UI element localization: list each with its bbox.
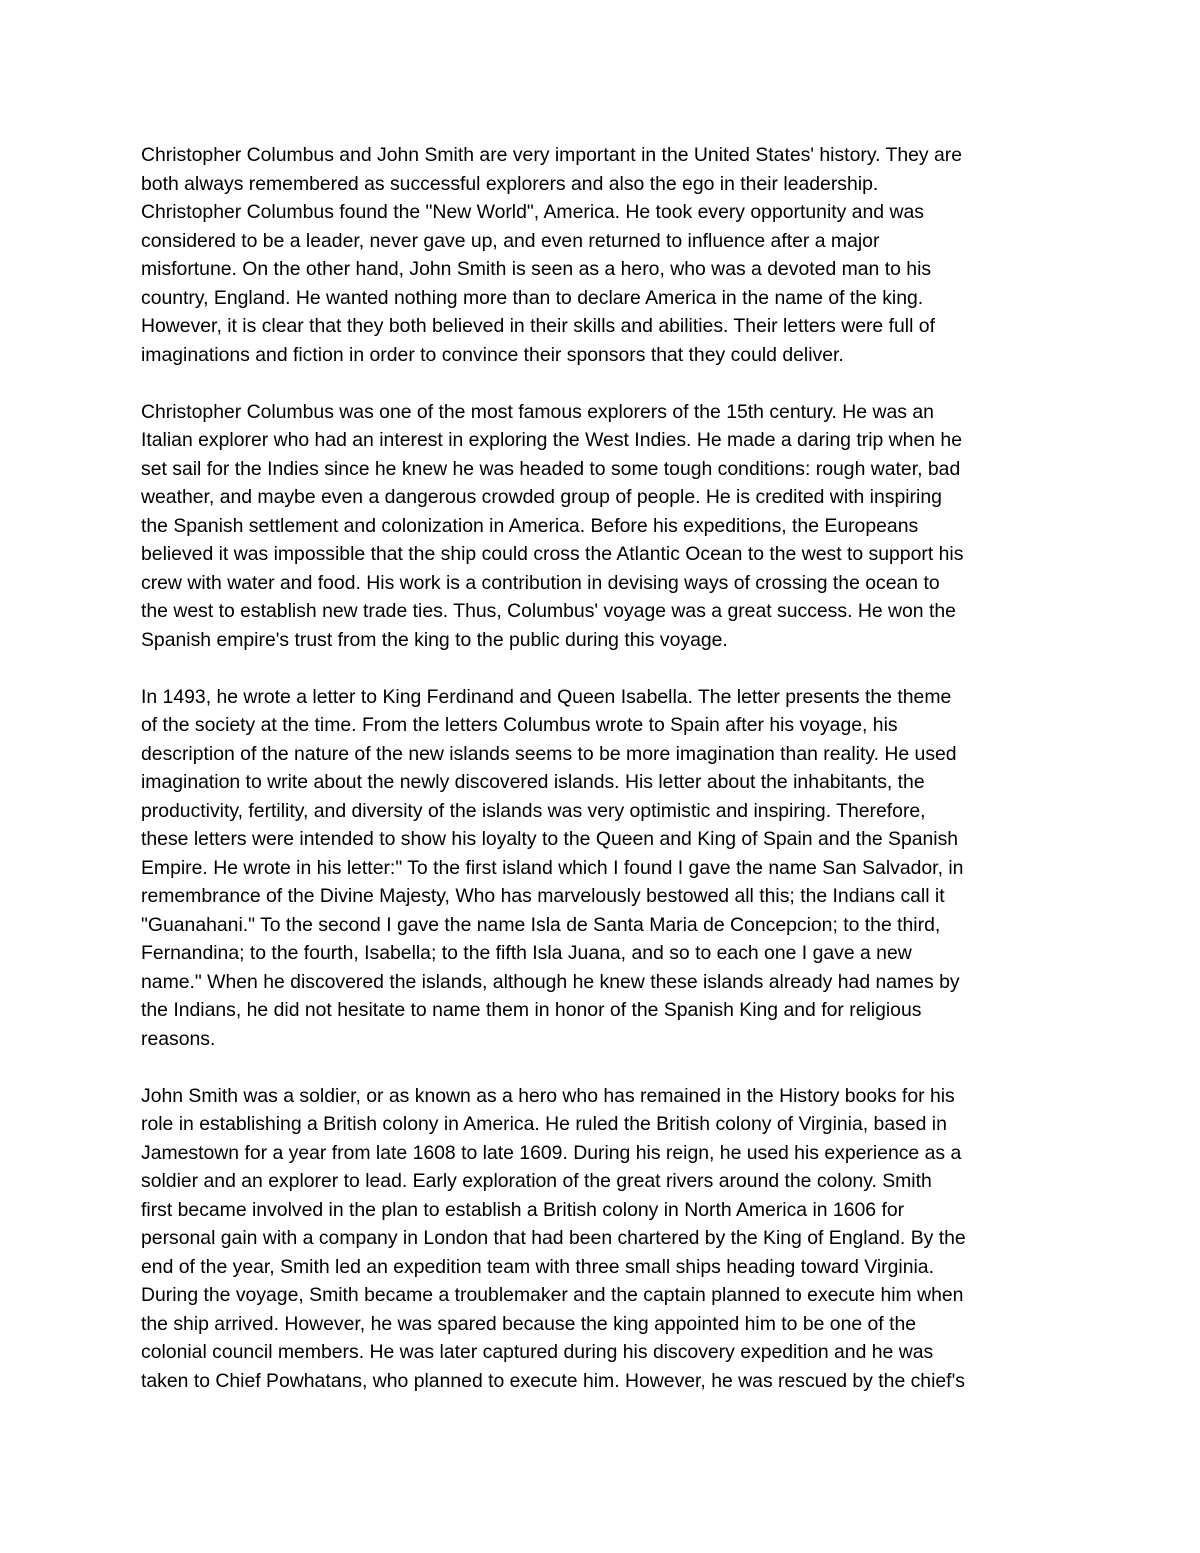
paragraph-4 — [141, 1082, 1061, 1396]
text-line: productivity, fertility, and diversity of the islands was very optimistic and inspiring. Therefore, — [141, 799, 926, 822]
text-line: of the society at the time. From the letters Columbus wrote to Spain after his voyage, his — [141, 714, 898, 736]
text-line: During the voyage, Smith became a troublemaker and the captain planned to execute him when — [141, 1284, 964, 1306]
text-line: However, it is clear that they both believed in their skills and abilities. Their letters were full of — [141, 315, 935, 337]
document-body — [141, 141, 1061, 1424]
text-line: remembrance of the Divine Majesty, Who has marvelously bestowed all this; the Indians call it — [141, 885, 945, 907]
text-line: soldier and an explorer to lead. Early exploration of the great rivers around the colony. Smith — [141, 1170, 932, 1192]
text-line: Italian explorer who had an interest in exploring the West Indies. He made a daring trip when he — [141, 429, 962, 451]
text-line: country, England. He wanted nothing more than to declare America in the name of the king. — [141, 286, 924, 309]
text-line: reasons. — [141, 1027, 216, 1050]
text-line: both always remembered as successful explorers and also the ego in their leadership. — [141, 172, 879, 195]
text-line: these letters were intended to show his loyalty to the Queen and King of Spain and the Spanish — [141, 828, 959, 850]
text-line: crew with water and food. His work is a contribution in devising ways of crossing the ocean to — [141, 571, 940, 594]
text-line: first became involved in the plan to establish a British colony in North America in 1606 for — [141, 1198, 905, 1221]
text-line: personal gain with a company in London that had been chartered by the King of England. By the — [141, 1227, 966, 1249]
text-line: Fernandina; to the fourth, Isabella; to the fifth Isla Juana, and so to each one I gave a new — [141, 942, 912, 964]
text-line: Christopher Columbus and John Smith are very important in the United States' history. They are — [141, 144, 963, 166]
text-line: imagination to write about the newly discovered islands. His letter about the inhabitants, the — [141, 771, 925, 793]
text-line: believed it was impossible that the ship could cross the Atlantic Ocean to the west to support his — [141, 543, 964, 565]
text-line: John Smith was a soldier, or as known as a hero who has remained in the History books for his — [141, 1084, 955, 1107]
text-line: "Guanahani." To the second I gave the name Isla de Santa Maria de Concepcion; to the third, — [141, 913, 941, 936]
text-line: misfortune. On the other hand, John Smith is seen as a hero, who was a devoted man to his — [141, 258, 932, 280]
paragraph-3 — [141, 683, 1061, 1054]
text-line: imaginations and fiction in order to convince their sponsors that they could deliver. — [141, 343, 844, 366]
text-line: colonial council members. He was later captured during his discovery expedition and he was — [141, 1341, 934, 1363]
text-line: In 1493, he wrote a letter to King Ferdinand and Queen Isabella. The letter presents the theme — [141, 685, 952, 708]
text-line: the west to establish new trade ties. Thus, Columbus' voyage was a great success. He won the — [141, 600, 956, 622]
text-line: the Indians, he did not hesitate to name them in honor of the Spanish King and for religious — [141, 999, 922, 1021]
text-line: Empire. He wrote in his letter:" To the first island which I found I gave the name San Salvador, in — [141, 856, 964, 879]
text-line: the ship arrived. However, he was spared because the king appointed him to be one of the — [141, 1312, 917, 1335]
text-line: role in establishing a British colony in America. He ruled the British colony of Virginia, based in — [141, 1113, 947, 1135]
text-line: set sail for the Indies since he knew he was headed to some tough conditions: rough water, bad — [141, 457, 961, 480]
text-line: description of the nature of the new islands seems to be more imagination than reality. He used — [141, 742, 957, 765]
text-line: taken to Chief Powhatans, who planned to execute him. However, he was rescued by the chief's — [141, 1369, 965, 1392]
text-line: the Spanish settlement and colonization in America. Before his expeditions, the Europeans — [141, 514, 919, 537]
text-line: considered to be a leader, never gave up, and even returned to influence after a major — [141, 229, 880, 252]
text-line: weather, and maybe even a dangerous crowded group of people. He is credited with inspiring — [141, 486, 942, 508]
paragraph-2 — [141, 398, 1061, 655]
text-line: Jamestown for a year from late 1608 to late 1609. During his reign, he used his experience as a — [141, 1141, 962, 1164]
text-line: name." When he discovered the islands, although he knew these islands already had names by — [141, 970, 960, 993]
text-line: end of the year, Smith led an expedition team with three small ships heading toward Virginia. — [141, 1255, 934, 1278]
text-line: Christopher Columbus was one of the most famous explorers of the 15th century. He was an — [141, 400, 934, 423]
text-line: Christopher Columbus found the "New World", America. He took every opportunity and was — [141, 201, 924, 223]
paragraph-1 — [141, 141, 1061, 369]
text-line: Spanish empire's trust from the king to the public during this voyage. — [141, 628, 728, 651]
